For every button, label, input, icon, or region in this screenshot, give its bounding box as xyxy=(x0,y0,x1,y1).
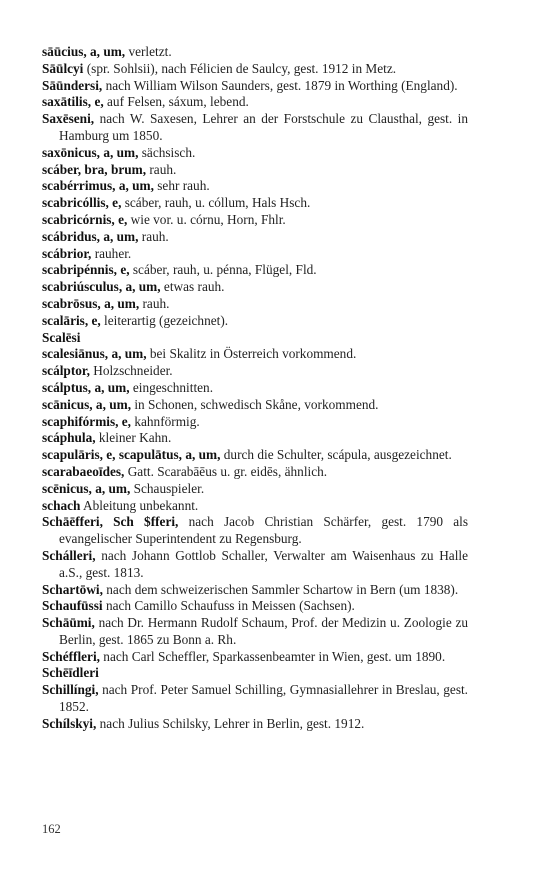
entry-headword: Schillíngi, xyxy=(42,682,99,698)
entry-definition: nach Johann Gottlob Schaller, Verwalter am Waisenhaus zu Halle a.S., gest. 1813. xyxy=(59,547,468,580)
dictionary-entry xyxy=(42,145,468,162)
dictionary-entry xyxy=(42,397,468,414)
dictionary-entry xyxy=(42,649,468,666)
entry-headword: scalāris, e, xyxy=(42,312,101,328)
dictionary-entry xyxy=(42,447,468,464)
entry-definition: etwas rauh. xyxy=(163,279,225,295)
entry-headword: scábridus, a, um, xyxy=(42,228,139,244)
entry-definition: verletzt. xyxy=(128,44,172,59)
entry-definition: nach Camillo Schaufuss in Meissen (Sachsen). xyxy=(105,598,355,614)
entry-definition: rauher. xyxy=(94,245,132,261)
dictionary-entry xyxy=(42,262,468,279)
dictionary-entry xyxy=(42,682,468,716)
entry-headword: scapulāris, e, scapulātus, a, um, xyxy=(42,447,221,463)
dictionary-page xyxy=(42,44,468,733)
page-number: 162 xyxy=(42,822,61,836)
entry-headword: scabripénnis, e, xyxy=(42,262,130,278)
dictionary-entry xyxy=(42,598,468,615)
entry-headword: Schāūmi, xyxy=(42,615,95,631)
dictionary-entry xyxy=(42,246,468,263)
dictionary-entry xyxy=(42,716,468,733)
entry-headword: schach xyxy=(42,497,81,513)
dictionary-entry xyxy=(42,481,468,498)
dictionary-entry xyxy=(42,178,468,195)
entry-headword: scaphifórmis, e, xyxy=(42,413,132,429)
entry-headword: scarabaeoīdes, xyxy=(42,463,125,479)
dictionary-entry xyxy=(42,330,468,347)
entry-definition: rauh. xyxy=(141,228,169,244)
entry-definition: bei Skalitz in Österreich vorkommend. xyxy=(149,346,357,362)
entry-headword: Schartōwi, xyxy=(42,581,103,597)
entry-definition: leiterartig (gezeichnet). xyxy=(104,312,229,328)
entry-headword: scabricóllis, e, xyxy=(42,195,122,211)
dictionary-entry xyxy=(42,548,468,582)
dictionary-entry xyxy=(42,195,468,212)
dictionary-entry xyxy=(42,615,468,649)
entry-headword: saxātilis, e, xyxy=(42,94,104,110)
entry-definition: rauh. xyxy=(149,161,177,177)
entry-definition: nach W. Saxesen, Lehrer an der Forstschule zu Clausthal, gest. in Hamburg um 1850. xyxy=(59,111,469,143)
dictionary-entry xyxy=(42,346,468,363)
entry-definition: kleiner Kahn. xyxy=(98,430,172,446)
entry-headword: Sāūlcyi xyxy=(42,60,84,76)
entry-headword: scabriúsculus, a, um, xyxy=(42,279,161,295)
entry-headword: sāūcius, a, um, xyxy=(42,44,126,59)
entry-definition: nach Carl Scheffler, Sparkassenbeamter in Wien, gest. um 1890. xyxy=(103,648,446,664)
dictionary-entry xyxy=(42,94,468,111)
entry-headword: Scalēsi xyxy=(42,329,81,345)
dictionary-entry xyxy=(42,380,468,397)
entry-definition: kahnförmig. xyxy=(134,413,200,429)
entry-definition: Ableitung unbekannt. xyxy=(83,497,199,513)
entry-definition: nach William Wilson Saunders, gest. 1879 in Worthing (England). xyxy=(105,77,458,93)
dictionary-entry xyxy=(42,313,468,330)
dictionary-entry xyxy=(42,582,468,599)
entry-definition: Schauspieler. xyxy=(133,480,205,496)
dictionary-entry xyxy=(42,162,468,179)
entry-definition: nach Jacob Christian Schärfer, gest. 1790 als evangelischer Superintendent zu Regensburg. xyxy=(59,514,469,547)
dictionary-entry xyxy=(42,363,468,380)
entry-definition: sächsisch. xyxy=(141,144,196,160)
entry-definition: durch die Schulter, scápula, ausgezeichnet. xyxy=(223,447,452,463)
entry-headword: scānicus, a, um, xyxy=(42,396,132,412)
entry-headword: scēnicus, a, um, xyxy=(42,480,131,496)
entry-definition: nach Prof. Peter Samuel Schilling, Gymnasiallehrer in Breslau, gest. 1852. xyxy=(59,682,469,715)
entry-headword: scabrōsus, a, um, xyxy=(42,295,140,311)
dictionary-entry xyxy=(42,514,468,548)
dictionary-entry xyxy=(42,44,468,61)
entry-headword: scálptus, a, um, xyxy=(42,379,130,395)
entry-definition: in Schonen, schwedisch Skåne, vorkommend. xyxy=(134,396,379,412)
entry-headword: scáber, bra, brum, xyxy=(42,161,147,177)
entry-headword: Schēīdleri xyxy=(42,665,99,681)
dictionary-entry xyxy=(42,279,468,296)
entry-definition: Holzschneider. xyxy=(93,363,173,379)
entry-definition: Gatt. Scarabāēus u. gr. eidēs, ähnlich. xyxy=(127,463,328,479)
entry-headword: Saxēseni, xyxy=(42,111,95,127)
dictionary-entry xyxy=(42,212,468,229)
dictionary-entry xyxy=(42,111,468,145)
entry-definition: scáber, rauh, u. pénna, Flügel, Fld. xyxy=(132,262,317,278)
dictionary-entry xyxy=(42,665,468,682)
entry-headword: scabérrimus, a, um, xyxy=(42,178,154,194)
entry-definition: scáber, rauh, u. cóllum, Hals Hsch. xyxy=(124,195,311,211)
entry-definition: auf Felsen, sáxum, lebend. xyxy=(107,94,249,110)
entry-definition: nach Julius Schilsky, Lehrer in Berlin, gest. 1912. xyxy=(99,715,365,731)
dictionary-entry xyxy=(42,464,468,481)
entry-headword: scábrior, xyxy=(42,245,92,261)
entry-definition: eingeschnitten. xyxy=(132,379,214,395)
entry-definition: (spr. Sohlsii), nach Félicien de Saulcy, gest. 1912 in Metz. xyxy=(86,60,397,76)
entry-headword: Schéffleri, xyxy=(42,648,100,664)
entry-definition: nach dem schweizerischen Sammler Schartow in Bern (um 1838). xyxy=(106,581,459,597)
dictionary-entry xyxy=(42,414,468,431)
entry-headword: scálptor, xyxy=(42,363,90,379)
dictionary-entry xyxy=(42,498,468,515)
entry-headword: scáphula, xyxy=(42,430,96,446)
entry-list xyxy=(42,44,468,733)
dictionary-entry xyxy=(42,229,468,246)
dictionary-entry xyxy=(42,78,468,95)
entry-headword: Schaufūssi xyxy=(42,598,103,614)
entry-definition: sehr rauh. xyxy=(157,178,210,194)
entry-definition: wie vor. u. córnu, Horn, Fhlr. xyxy=(130,211,286,227)
entry-headword: Schílskyi, xyxy=(42,715,97,731)
dictionary-entry xyxy=(42,296,468,313)
dictionary-entry xyxy=(42,61,468,78)
entry-headword: scalesiānus, a, um, xyxy=(42,346,147,362)
entry-headword: Schálleri, xyxy=(42,547,96,563)
dictionary-entry xyxy=(42,430,468,447)
entry-headword: Schāēfferi, Sch $fferi, xyxy=(42,514,179,530)
entry-headword: scabricórnis, e, xyxy=(42,211,128,227)
entry-definition: rauh. xyxy=(142,295,170,311)
entry-headword: saxōnicus, a, um, xyxy=(42,144,139,160)
entry-headword: Sāūndersi, xyxy=(42,77,103,93)
entry-definition: nach Dr. Hermann Rudolf Schaum, Prof. der Medizin u. Zoologie zu Berlin, gest. 1865 zu Bonn a. Rh. xyxy=(59,615,468,647)
